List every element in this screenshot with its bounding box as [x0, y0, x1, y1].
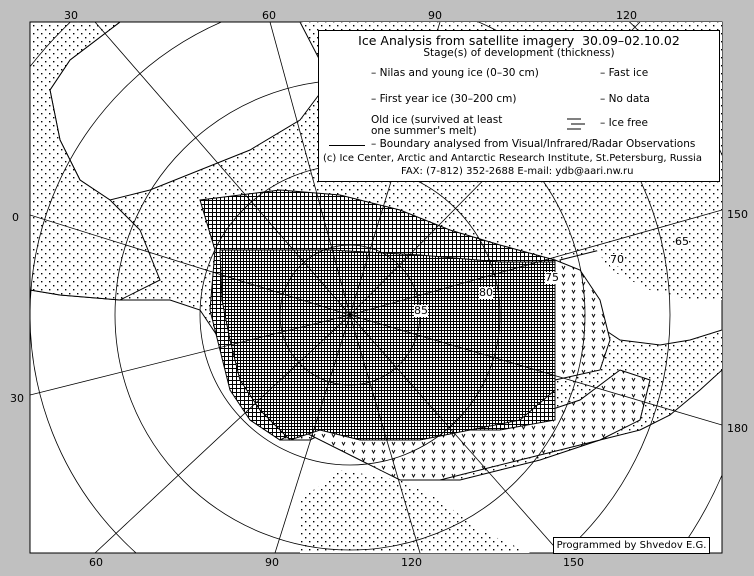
lon-label-right-150: 150 — [727, 208, 748, 221]
lon-label-right-180: 180 — [727, 422, 748, 435]
lon-label-left-30: 30 — [10, 392, 24, 405]
lon-label-top-30: 30 — [64, 9, 78, 22]
legend-no-data: – No data — [600, 93, 650, 105]
footer-contact: FAX: (7-812) 352-2688 E-mail: ydb@aari.nw.ru — [401, 166, 634, 177]
footer-copyright: (c) Ice Center, Arctic and Antarctic Research Institute, St.Petersburg, Russia — [323, 153, 702, 164]
map-period: 30.09–02.10.02 — [582, 33, 680, 48]
lon-label-bottom-60: 60 — [89, 556, 103, 569]
lon-label-top-90: 90 — [428, 9, 442, 22]
swatch-old-ice — [326, 116, 364, 132]
zone-old-ice — [220, 250, 555, 440]
ice-free-icon — [565, 115, 589, 133]
lon-label-bottom-120: 120 — [401, 556, 422, 569]
swatch-first-year — [326, 91, 364, 107]
lat-label-75: 75 — [545, 271, 559, 284]
lat-label-70: 70 — [610, 253, 624, 266]
lon-label-bottom-90: 90 — [265, 556, 279, 569]
legend-first-year: – First year ice (30–200 cm) — [371, 93, 517, 105]
map-title: Ice Analysis from satellite imagery — [358, 33, 575, 48]
legend-fast-ice: – Fast ice — [600, 67, 649, 79]
swatch-fast-ice — [555, 65, 593, 81]
lat-label-65: 65 — [675, 235, 689, 248]
lat-label-80: 80 — [479, 286, 493, 299]
lon-label-bottom-150: 150 — [563, 556, 584, 569]
credit-label: Programmed by Shvedov E.G. — [553, 537, 710, 554]
swatch-no-data — [555, 91, 593, 107]
legend-nilas: – Nilas and young ice (0–30 cm) — [371, 67, 539, 79]
swatch-nilas — [326, 65, 364, 81]
legend-old-ice-1: Old ice (survived at least — [371, 114, 503, 126]
legend-ice-free: – Ice free — [600, 117, 648, 129]
lon-label-left-0: 0 — [12, 211, 19, 224]
lat-label-85: 85 — [414, 304, 428, 317]
lon-label-top-60: 60 — [262, 9, 276, 22]
legend-old-ice-2: one summer's melt) — [371, 125, 477, 137]
legend-title — [319, 33, 719, 48]
lon-label-top-120: 120 — [616, 9, 637, 22]
legend-boundary: – Boundary analysed from Visual/Infrared/Radar Observations — [371, 138, 696, 150]
legend-panel — [318, 30, 720, 182]
boundary-line-icon — [329, 145, 365, 146]
legend-subtitle: Stage(s) of development (thickness) — [423, 47, 615, 59]
